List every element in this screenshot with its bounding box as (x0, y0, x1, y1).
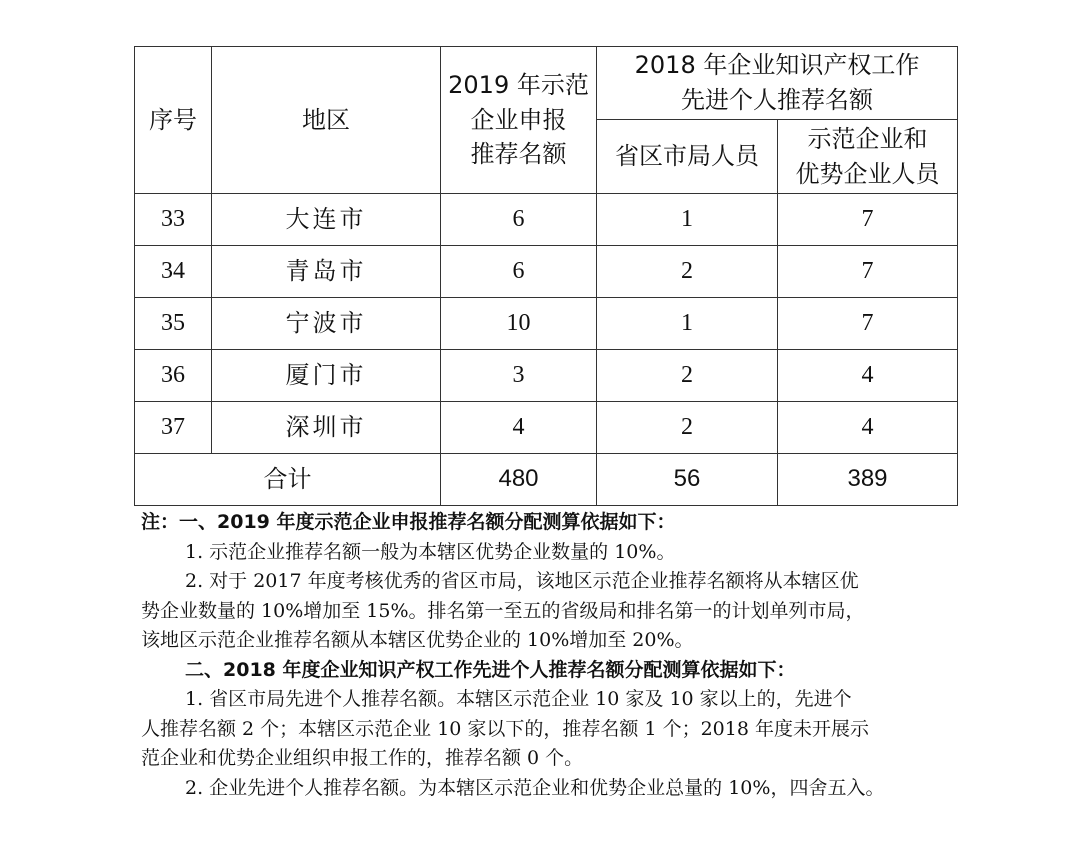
cell-bureau: 2 (597, 246, 778, 298)
cell-enterprise: 7 (778, 246, 958, 298)
cell-enterprise: 7 (778, 194, 958, 246)
header-enterprise-staff (778, 120, 958, 194)
note-item-continued: 人推荐名额 2 个；本辖区示范企业 10 家以下的，推荐名额 1 个；2018 年度未开展示 (141, 717, 869, 740)
total-label: 合计 (135, 454, 441, 506)
header-region: 地区 (212, 47, 441, 194)
note-item: 2. 对于 2017 年度考核优秀的省区市局，该地区示范企业推荐名额将从本辖区优 (185, 570, 859, 592)
cell-bureau: 1 (597, 194, 778, 246)
header-enterprise-line: 优势企业人员 (795, 159, 940, 188)
note-item-continued: 范企业和优势企业组织申报工作的，推荐名额 0 个。 (141, 747, 584, 769)
header-quota-2019 (441, 47, 597, 194)
cell-bureau: 1 (597, 298, 778, 350)
table-row (135, 246, 958, 298)
note-item-continued: 势企业数量的 10%增加至 15%。排名第一至五的省级局和排名第一的计划单列市局， (141, 599, 865, 622)
note-item: 1. 示范企业推荐名额一般为本辖区优势企业数量的 10%。 (185, 540, 676, 563)
header-enterprise-line: 示范企业和 (807, 124, 928, 153)
cell-bureau: 2 (597, 402, 778, 454)
notes-section (141, 508, 961, 803)
header-quota-line: 企业申报 (470, 105, 567, 134)
total-quota: 480 (441, 454, 597, 506)
cell-quota: 6 (441, 194, 597, 246)
header-quota-line: 推荐名额 (470, 140, 567, 169)
total-bureau: 56 (597, 454, 778, 506)
total-enterprise: 389 (778, 454, 958, 506)
header-row (135, 47, 958, 120)
note-item-continued: 该地区示范企业推荐名额从本辖区优势企业的 10%增加至 20%。 (141, 629, 694, 651)
cell-quota: 3 (441, 350, 597, 402)
header-bureau-staff: 省区市局人员 (597, 120, 778, 194)
notes-heading-2: 二、2018 年度企业知识产权工作先进个人推荐名额分配测算依据如下： (185, 658, 796, 681)
table-row (135, 194, 958, 246)
cell-seq: 37 (135, 402, 212, 454)
cell-seq: 34 (135, 246, 212, 298)
header-group-line: 先进个人推荐名额 (681, 86, 873, 114)
total-row (135, 454, 958, 506)
cell-region: 深圳市 (212, 402, 441, 454)
cell-seq: 33 (135, 194, 212, 246)
header-group-line: 2018 年企业知识产权工作 (634, 51, 920, 80)
table-row (135, 402, 958, 454)
cell-enterprise: 4 (778, 350, 958, 402)
cell-region: 厦门市 (212, 350, 441, 402)
quota-table (134, 46, 958, 506)
cell-region: 大连市 (212, 194, 441, 246)
header-group-2018 (597, 47, 958, 120)
cell-quota: 10 (441, 298, 597, 350)
header-quota-line: 2019 年示范 (448, 70, 589, 99)
cell-seq: 36 (135, 350, 212, 402)
cell-bureau: 2 (597, 350, 778, 402)
cell-quota: 6 (441, 246, 597, 298)
cell-quota: 4 (441, 402, 597, 454)
cell-seq: 35 (135, 298, 212, 350)
cell-enterprise: 7 (778, 298, 958, 350)
note-item: 1. 省区市局先进个人推荐名额。本辖区示范企业 10 家及 10 家以上的，先进个 (185, 688, 852, 710)
header-seq: 序号 (135, 47, 212, 194)
cell-region: 青岛市 (212, 246, 441, 298)
table-row (135, 298, 958, 350)
cell-region: 宁波市 (212, 298, 441, 350)
cell-enterprise: 4 (778, 402, 958, 454)
notes-heading-1: 注：一、2019 年度示范企业申报推荐名额分配测算依据如下： (141, 511, 676, 533)
table-row (135, 350, 958, 402)
note-item: 2. 企业先进个人推荐名额。为本辖区示范企业和优势企业总量的 10%，四舍五入。 (185, 776, 885, 799)
